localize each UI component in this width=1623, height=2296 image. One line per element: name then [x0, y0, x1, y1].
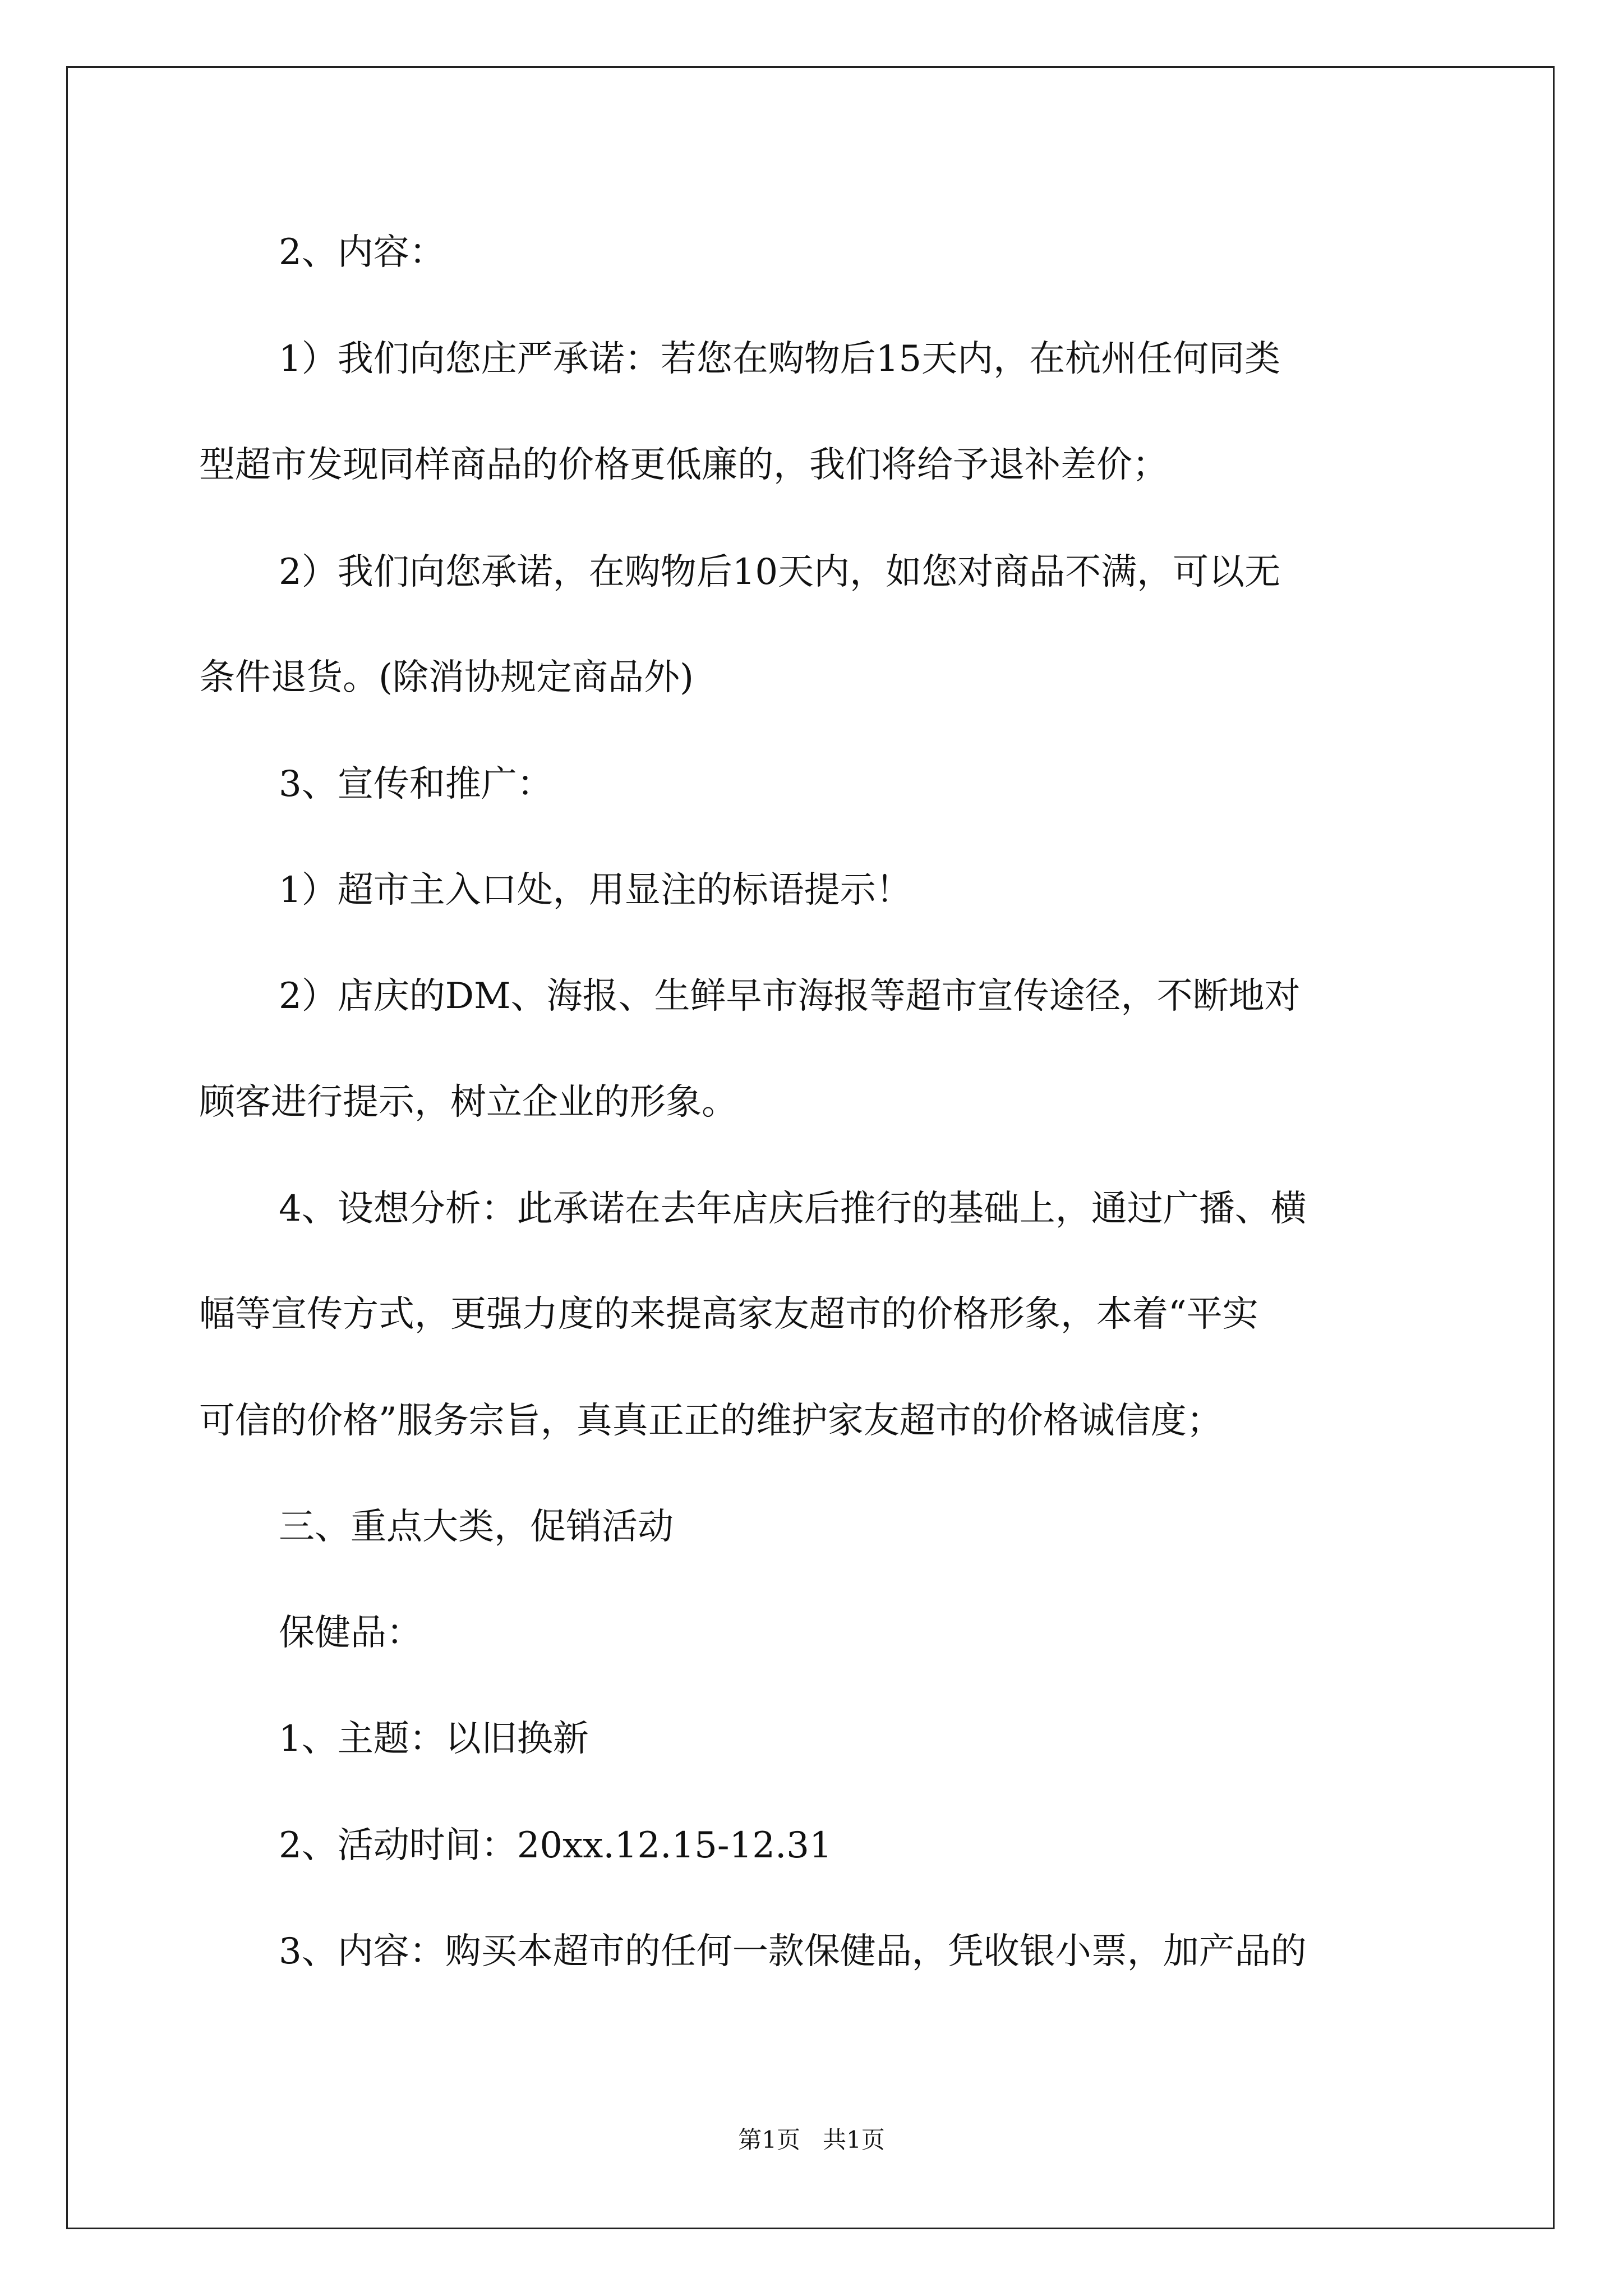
text-line: 3、宣传和推广：	[279, 763, 553, 805]
text-line: 幅等宣传方式，更强力度的来提高家友超市的价格形象，本着“平实	[199, 1294, 1258, 1335]
page-footer: 第1页 共1页	[738, 2126, 885, 2154]
text-line: 顾客进行提示，树立企业的形象。	[199, 1082, 737, 1123]
text-line: 3、内容：购买本超市的任何一款保健品，凭收银小票，加产品的	[279, 1931, 1307, 1972]
text-line: 2、活动时间：20xx.12.15-12.31	[279, 1825, 832, 1866]
text-line: 2、内容：	[279, 232, 445, 273]
text-line: 可信的价格”服务宗旨，真真正正的维护家友超市的价格诚信度；	[199, 1400, 1223, 1442]
text-line: 1）我们向您庄严承诺：若您在购物后15天内，在杭州任何同类	[279, 338, 1281, 380]
text-line: 4、设想分析：此承诺在去年店庆后推行的基础上，通过广播、横	[279, 1188, 1307, 1230]
text-line: 1）超市主入口处，用显注的标语提示！	[279, 869, 912, 911]
text-line: 保健品：	[279, 1612, 422, 1654]
text-line: 1、主题：以旧换新	[279, 1718, 589, 1760]
text-line: 2）我们向您承诺，在购物后10天内，如您对商品不满，可以无	[279, 551, 1281, 593]
text-line: 型超市发现同样商品的价格更低廉的，我们将给予退补差价；	[199, 444, 1168, 486]
page-border	[66, 66, 1555, 2229]
text-line: 条件退货。(除消协规定商品外)	[199, 657, 694, 698]
text-line: 2）店庆的DM、海报、生鲜早市海报等超市宣传途径，不断地对	[279, 976, 1301, 1017]
text-line: 三、重点大类，促销活动	[279, 1506, 674, 1548]
